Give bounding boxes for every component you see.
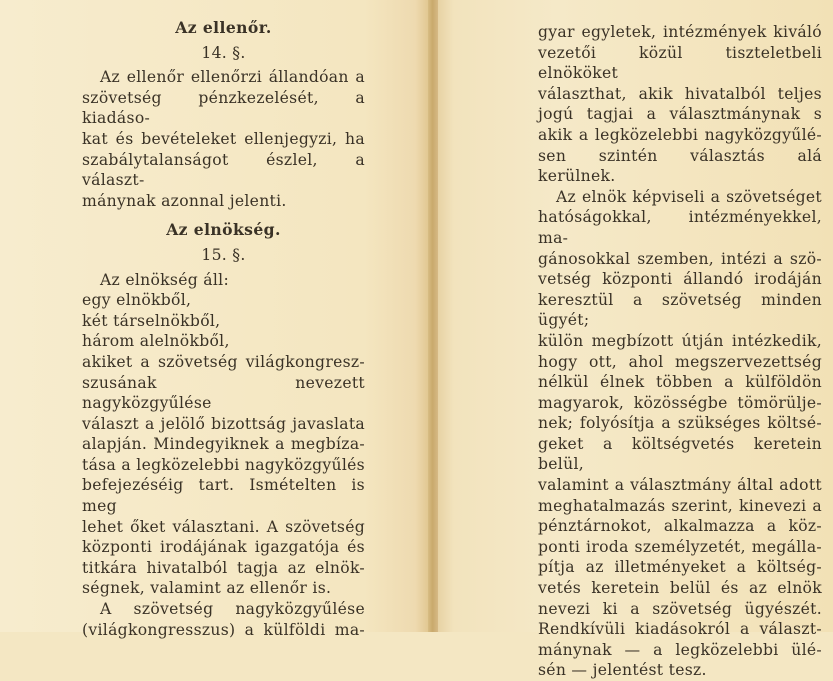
text-line: lehet őket választani. A szövetség xyxy=(82,517,365,536)
text-line: keresztül a szövetség minden ügyét; xyxy=(538,290,822,330)
list-item: három alelnökből, xyxy=(82,332,230,351)
text-line: kat és bevételeket ellenjegyzi, ha xyxy=(82,129,365,148)
text-line: Az ellenőr ellenőrzi állandóan a xyxy=(100,68,365,87)
text-line: szusának nevezett nagyközgyűlése xyxy=(82,373,365,413)
text-line: Rendkívüli kiadásokról a választ- xyxy=(538,620,822,639)
text-line: hogy ott, ahol megszervezettség xyxy=(538,352,822,371)
text-line: Az elnökség áll: xyxy=(100,270,230,289)
text-line: (világkongresszus) a külföldi ma- xyxy=(82,620,365,639)
text-line: szövetség pénzkezelését, a kiadáso- xyxy=(82,88,365,128)
text-line: jogú tagjai a választmánynak s xyxy=(538,105,822,124)
right-column xyxy=(538,22,822,681)
list-item: egy elnökből, xyxy=(82,291,192,310)
left-column xyxy=(82,18,365,640)
text-line: nek; folyósítja a szükséges költsé- xyxy=(538,414,822,433)
heading-presidency: Az elnökség. xyxy=(166,220,281,240)
text-line: meghatalmazás szerint, kinevezi a xyxy=(538,496,822,515)
list-item: két társelnökből, xyxy=(82,311,221,330)
text-line: vetség központi állandó irodáján xyxy=(538,270,822,289)
text-line: nevezi ki a szövetség ügyészét. xyxy=(538,599,822,618)
text-line: választhat, akik hivatalból teljes xyxy=(538,84,822,103)
text-line: gánosokkal szemben, intézi a szö- xyxy=(538,249,822,268)
text-line: akiket a szövetség világkongresz- xyxy=(82,352,365,371)
paragraph-auditor xyxy=(82,67,365,211)
text-line: ségnek, valamint az ellenőr is. xyxy=(82,579,332,598)
text-line: sen szintén választás alá kerülnek. xyxy=(538,146,822,186)
text-line: vetés keretein belül és az elnök xyxy=(538,579,822,598)
text-line: befejezéséig tart. Ismételten is meg xyxy=(82,476,365,516)
paragraph-presidency xyxy=(82,270,365,641)
text-line: szabálytalanságot észlel, a választ- xyxy=(82,150,365,190)
text-line: külön megbízott útján intézkedik, xyxy=(538,331,822,350)
text-line: mánynak — a legközelebbi ülé- xyxy=(538,640,822,659)
text-line: A szövetség nagyközgyűlése xyxy=(100,600,365,619)
text-line: titkára hivatalból tagja az elnök- xyxy=(82,558,365,577)
text-line: mánynak azonnal jelenti. xyxy=(82,191,287,210)
text-line: alapján. Mindegyiknek a megbíza- xyxy=(82,435,365,454)
text-line: Az elnök képviseli a szövetséget xyxy=(556,187,822,206)
text-line: pítja az illetményeket a költség- xyxy=(538,558,822,577)
text-line: pénztárnokot, alkalmazza a köz- xyxy=(538,517,822,536)
text-line: választ a jelölő bizottság javaslata xyxy=(82,414,365,433)
text-line: sén — jelentést tesz. xyxy=(538,661,707,680)
right-page xyxy=(438,0,833,680)
text-line: tása a legközelebbi nagyközgyűlés xyxy=(82,455,365,474)
heading-auditor: Az ellenőr. xyxy=(175,18,272,37)
text-line: ponti iroda személyzetét, megálla- xyxy=(538,537,822,556)
section-15: 15. §. xyxy=(201,245,246,264)
text-line: gyar egyletek, intézmények kiváló xyxy=(538,23,822,41)
text-line: központi irodájának igazgatója és xyxy=(82,538,365,557)
text-line: valamint a választmány által adott xyxy=(538,476,822,495)
text-line: vezetői közül tiszteletbeli elnököket xyxy=(538,43,822,83)
text-line: nélkül élnek többen a külföldön xyxy=(538,373,822,392)
text-line: geket a költségvetés keretein belül, xyxy=(538,434,822,474)
left-page xyxy=(0,0,428,639)
paragraph-honorary-presidents xyxy=(538,22,822,187)
section-14: 14. §. xyxy=(201,43,246,62)
book-gutter xyxy=(428,0,438,632)
text-line: hatóságokkal, intézményekkel, ma- xyxy=(538,208,822,247)
text-line: magyarok, közösségbe tömörülje- xyxy=(538,393,822,412)
paragraph-president-duties xyxy=(538,187,822,681)
text-line: akik a legközelebbi nagyközgyűlé- xyxy=(538,125,822,144)
